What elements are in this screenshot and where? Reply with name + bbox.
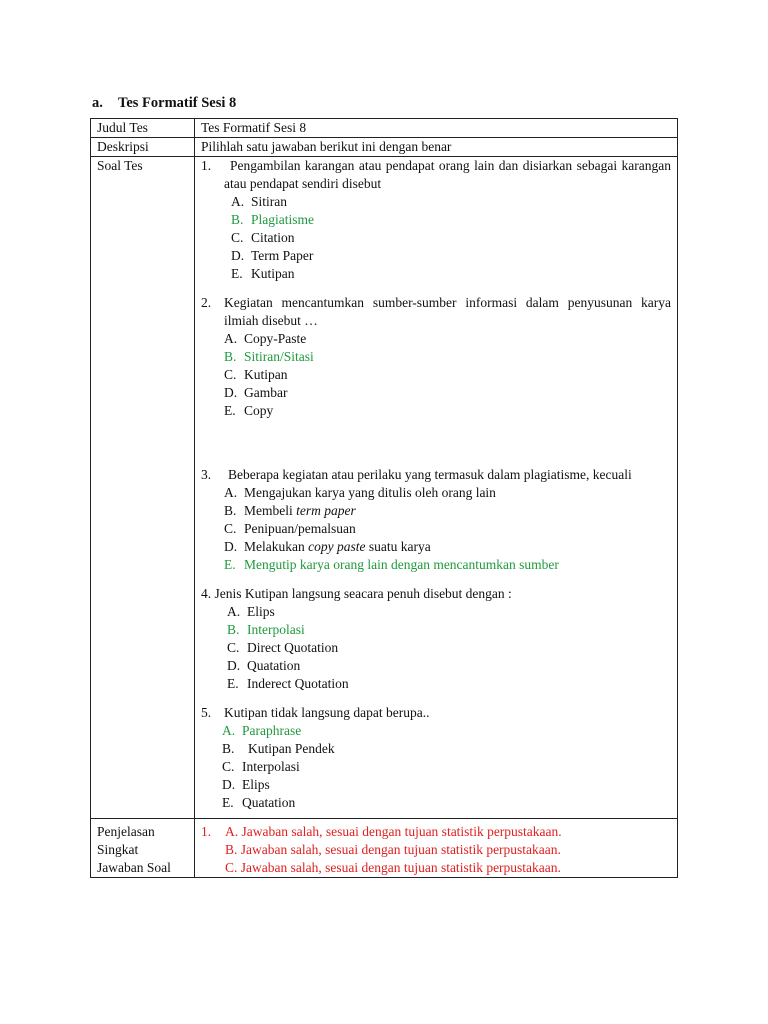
option-1d: D. Term Paper	[231, 248, 314, 263]
option-1e: E. Kutipan	[231, 266, 295, 281]
explanation-cell	[195, 819, 678, 878]
questions-cell	[195, 157, 678, 819]
question-4	[201, 585, 671, 693]
option-1c: C. Citation	[231, 230, 295, 245]
label-soal: Soal Tes	[91, 157, 195, 819]
question-3	[201, 466, 671, 574]
section-title: Tes Formatif Sesi 8	[118, 95, 237, 111]
option-4d: D. Quatation	[227, 658, 301, 673]
question-number: 3.	[201, 467, 212, 482]
test-table	[90, 118, 678, 878]
row-deskripsi	[91, 138, 678, 157]
question-number: 1.	[201, 158, 212, 173]
option-4e: E. Inderect Quotation	[227, 676, 349, 691]
option-5d: D. Elips	[222, 777, 270, 792]
label-judul: Judul Tes	[91, 119, 195, 138]
question-text: Kutipan tidak langsung dapat berupa..	[224, 705, 430, 720]
row-penjelasan	[91, 819, 678, 878]
option-2b-correct: B. Sitiran/Sitasi	[224, 349, 314, 364]
question-number: 5.	[201, 705, 212, 720]
section-heading	[92, 95, 236, 112]
option-2c: C. Kutipan	[224, 367, 288, 382]
option-5e: E. Quatation	[222, 795, 296, 810]
question-1	[201, 157, 671, 283]
question-2	[201, 294, 671, 420]
option-3c: C. Penipuan/pemalsuan	[224, 521, 356, 536]
option-3e-correct: E. Mengutip karya orang lain dengan mencantumkan sumber	[224, 557, 559, 572]
option-5a-correct: A. Paraphrase	[222, 723, 302, 738]
question-5	[201, 704, 671, 812]
question-text: Beberapa kegiatan atau perilaku yang termasuk dalam plagiatisme, kecuali	[228, 467, 632, 482]
option-2a: A. Copy-Paste	[224, 331, 307, 346]
label-penjelasan: Penjelasan Singkat Jawaban Soal	[91, 819, 195, 878]
explanation-line-c: C. Jawaban salah, sesuai dengan tujuan statistik perpustakaan.	[225, 860, 561, 875]
label-deskripsi: Deskripsi	[91, 138, 195, 157]
value-judul: Tes Formatif Sesi 8	[195, 119, 678, 138]
question-text: Jenis Kutipan langsung seacara penuh disebut dengan :	[214, 586, 512, 601]
option-1b-correct: B. Plagiatisme	[231, 212, 314, 227]
question-number: 2.	[201, 295, 212, 310]
row-judul	[91, 119, 678, 138]
option-4c: C. Direct Quotation	[227, 640, 339, 655]
option-1a: A. Sitiran	[231, 194, 287, 209]
explanation-number: 1.	[201, 824, 212, 839]
row-soal	[91, 157, 678, 819]
question-text: Pengambilan karangan atau pendapat orang lain dan disiarkan sebagai karangan atau pendapat sendiri disebut	[224, 158, 671, 191]
value-deskripsi: Pilihlah satu jawaban berikut ini dengan benar	[195, 138, 678, 157]
option-3d: D. Melakukan copy paste suatu karya	[224, 539, 431, 554]
question-text: Kegiatan mencantumkan sumber-sumber informasi dalam penyusunan karya ilmiah disebut …	[224, 295, 671, 328]
option-5c: C. Interpolasi	[222, 759, 300, 774]
option-2e: E. Copy	[224, 403, 274, 418]
option-3a: A. Mengajukan karya yang ditulis oleh orang lain	[224, 485, 496, 500]
option-2d: D. Gambar	[224, 385, 288, 400]
section-number: a.	[92, 95, 103, 111]
explanation-line-a: A. Jawaban salah, sesuai dengan tujuan statistik perpustakaan.	[225, 824, 562, 839]
option-5b: B. Kutipan Pendek	[222, 741, 335, 756]
option-4a: A. Elips	[227, 604, 275, 619]
option-3b: B. Membeli term paper	[224, 503, 356, 518]
option-4b-correct: B. Interpolasi	[227, 622, 305, 637]
explanation-line-b: B. Jawaban salah, sesuai dengan tujuan statistik perpustakaan.	[225, 842, 561, 857]
question-number: 4.	[201, 586, 212, 601]
